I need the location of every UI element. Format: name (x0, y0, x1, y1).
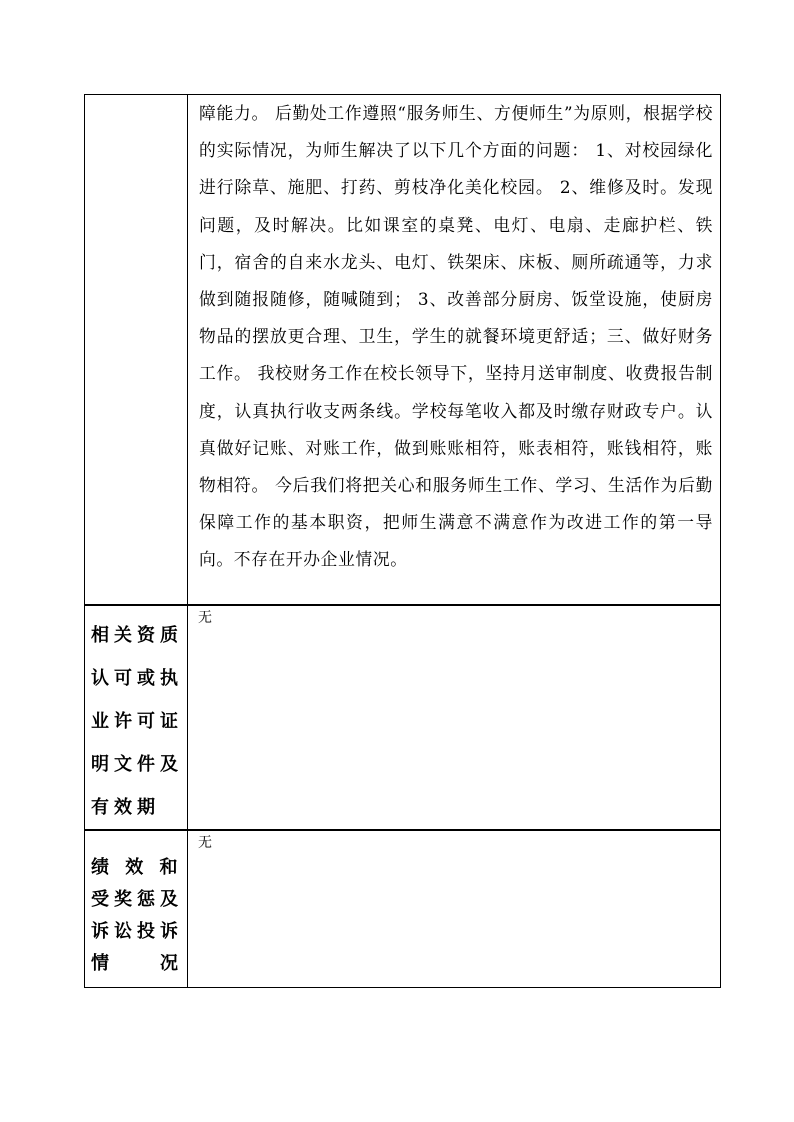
content-cell (188, 95, 721, 605)
table-row-qualification (85, 605, 721, 830)
qualification-label-line: 认可或执 (91, 667, 183, 689)
performance-label-char: 情 (91, 952, 109, 974)
performance-label-last-line (91, 948, 178, 980)
qualification-value: 无 (198, 609, 212, 626)
qualification-label-line: 明文件及 (91, 753, 183, 775)
form-table (84, 94, 721, 988)
performance-label (85, 831, 187, 980)
qualification-label (85, 606, 187, 829)
table-row-performance (85, 830, 721, 988)
performance-label-line: 受奖惩及 (91, 888, 183, 910)
label-cell-empty (85, 95, 188, 605)
label-cell-qualification (85, 605, 188, 830)
continuation-text: 障能力。 后勤处工作遵照“服务师生、方便师生”为原则，根据学校的实际情况，为师生解决了以下几个方面的问题： 1、对校园绿化进行除草、施肥、打药、剪枝净化美化校园。 2、维修及时。发现问题，及时解决。比如课室的桌凳、电灯、电扇、走廊护栏、铁门，宿舍的自来水龙头、电灯、铁架床、床板、厕所疏通等，力求做到随报随修，随喊随到； 3、改善部分厨房、饭堂设施，使厨房物品的摆放更合理、卫生，学生的就餐环境更舒适；三、做好财务工作。 我校财务工作在校长领导下，坚持月送审制度、收费报告制度，认真执行收支两条线。学校每笔收入都及时缴存财政专户。认真做好记账、对账工作，做到账账相符，账表相符，账钱相符，账物相符。 今后我们将把关心和服务师生工作、学习、生活作为后勤保障工作的基本职资，把师生满意不满意作为改进工作的第一导向。不存在开办企业情况。 (199, 103, 713, 570)
performance-value-cell (188, 830, 721, 988)
performance-label-line: 诉讼投诉 (91, 920, 183, 942)
qualification-label-line: 有效期 (91, 796, 160, 818)
qualification-label-line: 相关资质 (91, 624, 183, 646)
performance-label-line: 绩 效 和 (91, 856, 183, 878)
table-row-continuation (85, 95, 721, 605)
label-cell-performance (85, 830, 188, 988)
performance-value: 无 (198, 834, 212, 851)
qualification-label-line: 业许可证 (91, 710, 183, 732)
qualification-value-cell (188, 605, 721, 830)
performance-label-char: 况 (160, 952, 178, 974)
